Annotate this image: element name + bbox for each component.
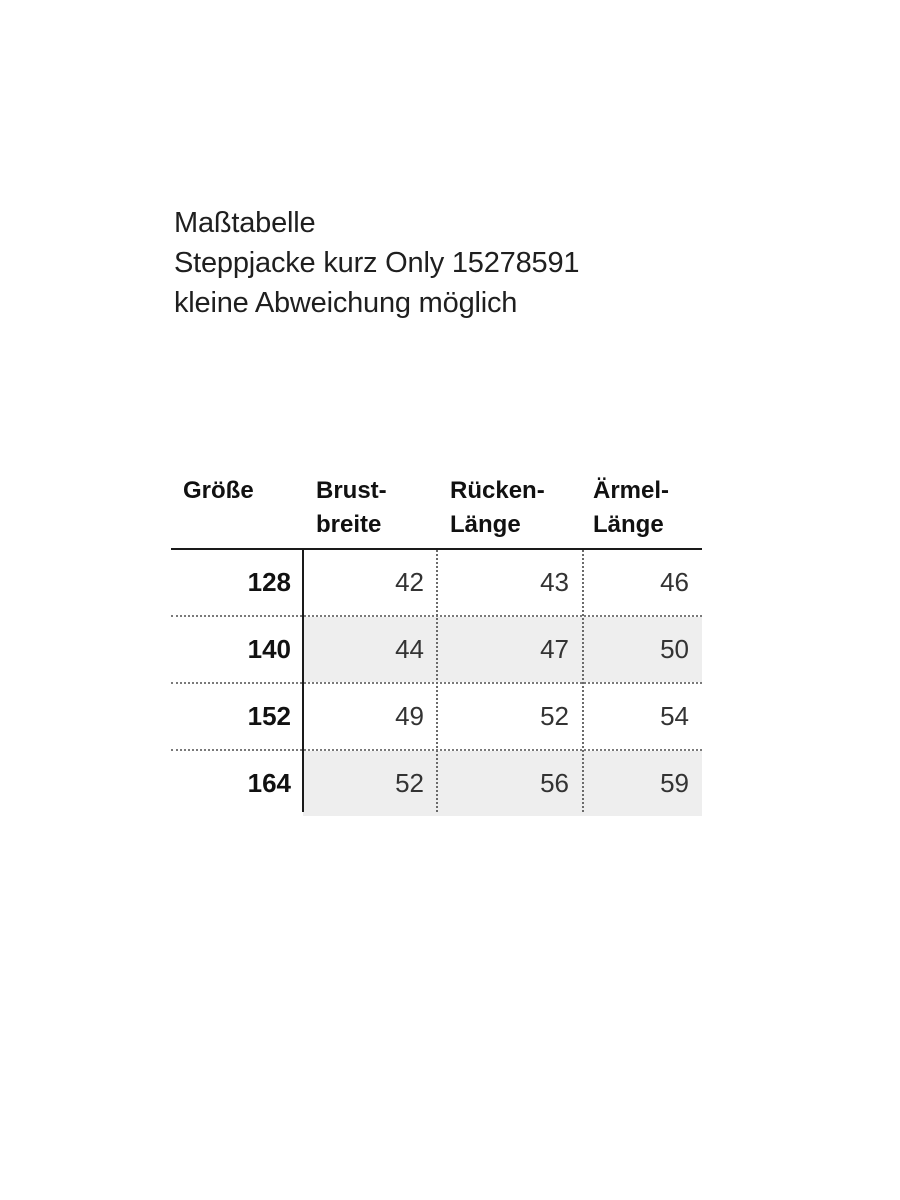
cell-sleeve: 59 bbox=[660, 768, 689, 798]
cell-chest: 49 bbox=[395, 701, 424, 731]
header-back-length bbox=[450, 474, 545, 542]
cell-size: 140 bbox=[247, 634, 291, 664]
header-chest-width bbox=[316, 474, 387, 542]
size-column-divider bbox=[302, 550, 304, 812]
title-block bbox=[174, 203, 794, 323]
cell-back: 47 bbox=[540, 634, 569, 664]
table-header-row bbox=[171, 468, 702, 550]
header-sleeve-line2: Länge bbox=[593, 511, 664, 538]
cell-size: 152 bbox=[247, 701, 291, 731]
cell-chest: 52 bbox=[395, 768, 424, 798]
header-size bbox=[183, 474, 254, 508]
cell-back: 52 bbox=[540, 701, 569, 731]
size-chart-table bbox=[171, 468, 702, 816]
header-sleeve-length bbox=[593, 474, 669, 542]
deviation-note: kleine Abweichung möglich bbox=[174, 287, 518, 319]
table-title: Maßtabelle bbox=[174, 207, 316, 239]
cell-sleeve: 54 bbox=[660, 701, 689, 731]
cell-chest: 42 bbox=[395, 567, 424, 597]
cell-back: 56 bbox=[540, 768, 569, 798]
cell-chest: 44 bbox=[395, 634, 424, 664]
column-divider-dotted bbox=[436, 550, 438, 812]
header-back-line1: Rücken- bbox=[450, 477, 545, 504]
header-chest-line1: Brust- bbox=[316, 477, 387, 504]
product-name: Steppjacke kurz Only 15278591 bbox=[174, 247, 580, 279]
cell-back: 43 bbox=[540, 567, 569, 597]
cell-sleeve: 46 bbox=[660, 567, 689, 597]
cell-size: 164 bbox=[247, 768, 291, 798]
header-sleeve-line1: Ärmel- bbox=[593, 477, 670, 504]
header-size-line1: Größe bbox=[183, 477, 254, 504]
header-chest-line2: breite bbox=[316, 511, 382, 538]
header-back-line2: Länge bbox=[450, 511, 521, 538]
cell-sleeve: 50 bbox=[660, 634, 689, 664]
cell-size: 128 bbox=[247, 567, 291, 597]
column-divider-dotted bbox=[582, 550, 584, 812]
